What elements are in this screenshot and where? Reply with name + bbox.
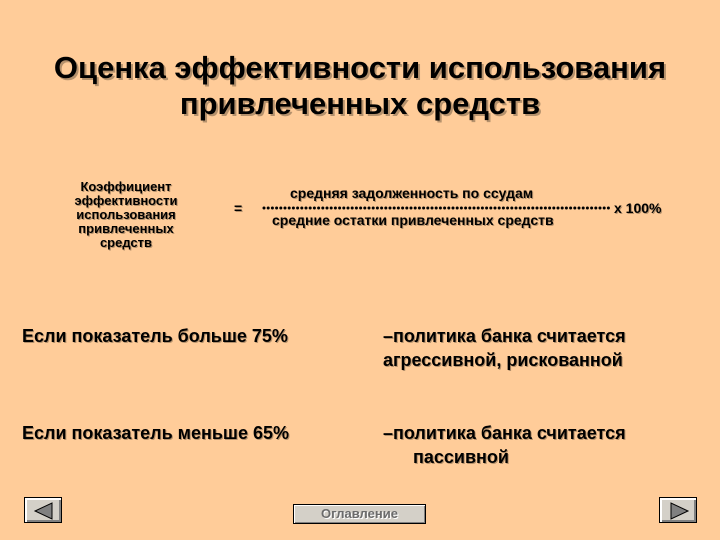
result-low-line2: пассивной (413, 447, 509, 467)
coefficient-label (55, 180, 197, 250)
result-high (383, 324, 626, 372)
equals-sign: = (234, 200, 243, 216)
previous-slide-button[interactable] (24, 497, 62, 523)
coefficient-label-line: эффективности (74, 193, 178, 208)
result-low-line1: –политика банка считается (383, 423, 626, 443)
condition-low: Если показатель меньше 65% (22, 423, 289, 443)
coefficient-label-line: Коэффициент (80, 179, 172, 194)
coefficient-label-line: использования (76, 207, 176, 222)
coefficient-label-line: средств (99, 235, 153, 250)
slide-title (0, 50, 720, 122)
fraction-line (262, 200, 612, 210)
slide-title-line2: привлеченных средств (179, 86, 541, 121)
slide-title-line1: Оценка эффективности использования (53, 50, 667, 85)
condition-high: Если показатель больше 75% (22, 326, 288, 346)
result-low (383, 421, 626, 469)
result-high-line1: –политика банка считается (383, 326, 626, 346)
formula-multiplier: х 100% (614, 200, 662, 216)
next-slide-button[interactable] (659, 497, 697, 523)
coefficient-label-line: привлеченных (78, 221, 174, 236)
formula-numerator: средняя задолженность по ссудам (290, 185, 534, 201)
table-of-contents-button[interactable]: Оглавление (293, 504, 426, 524)
result-high-line2: агрессивной, рискованной (383, 350, 623, 370)
triangle-right-icon (660, 498, 698, 524)
formula-denominator: средние остатки привлеченных средств (272, 212, 554, 228)
triangle-left-icon (25, 498, 63, 524)
